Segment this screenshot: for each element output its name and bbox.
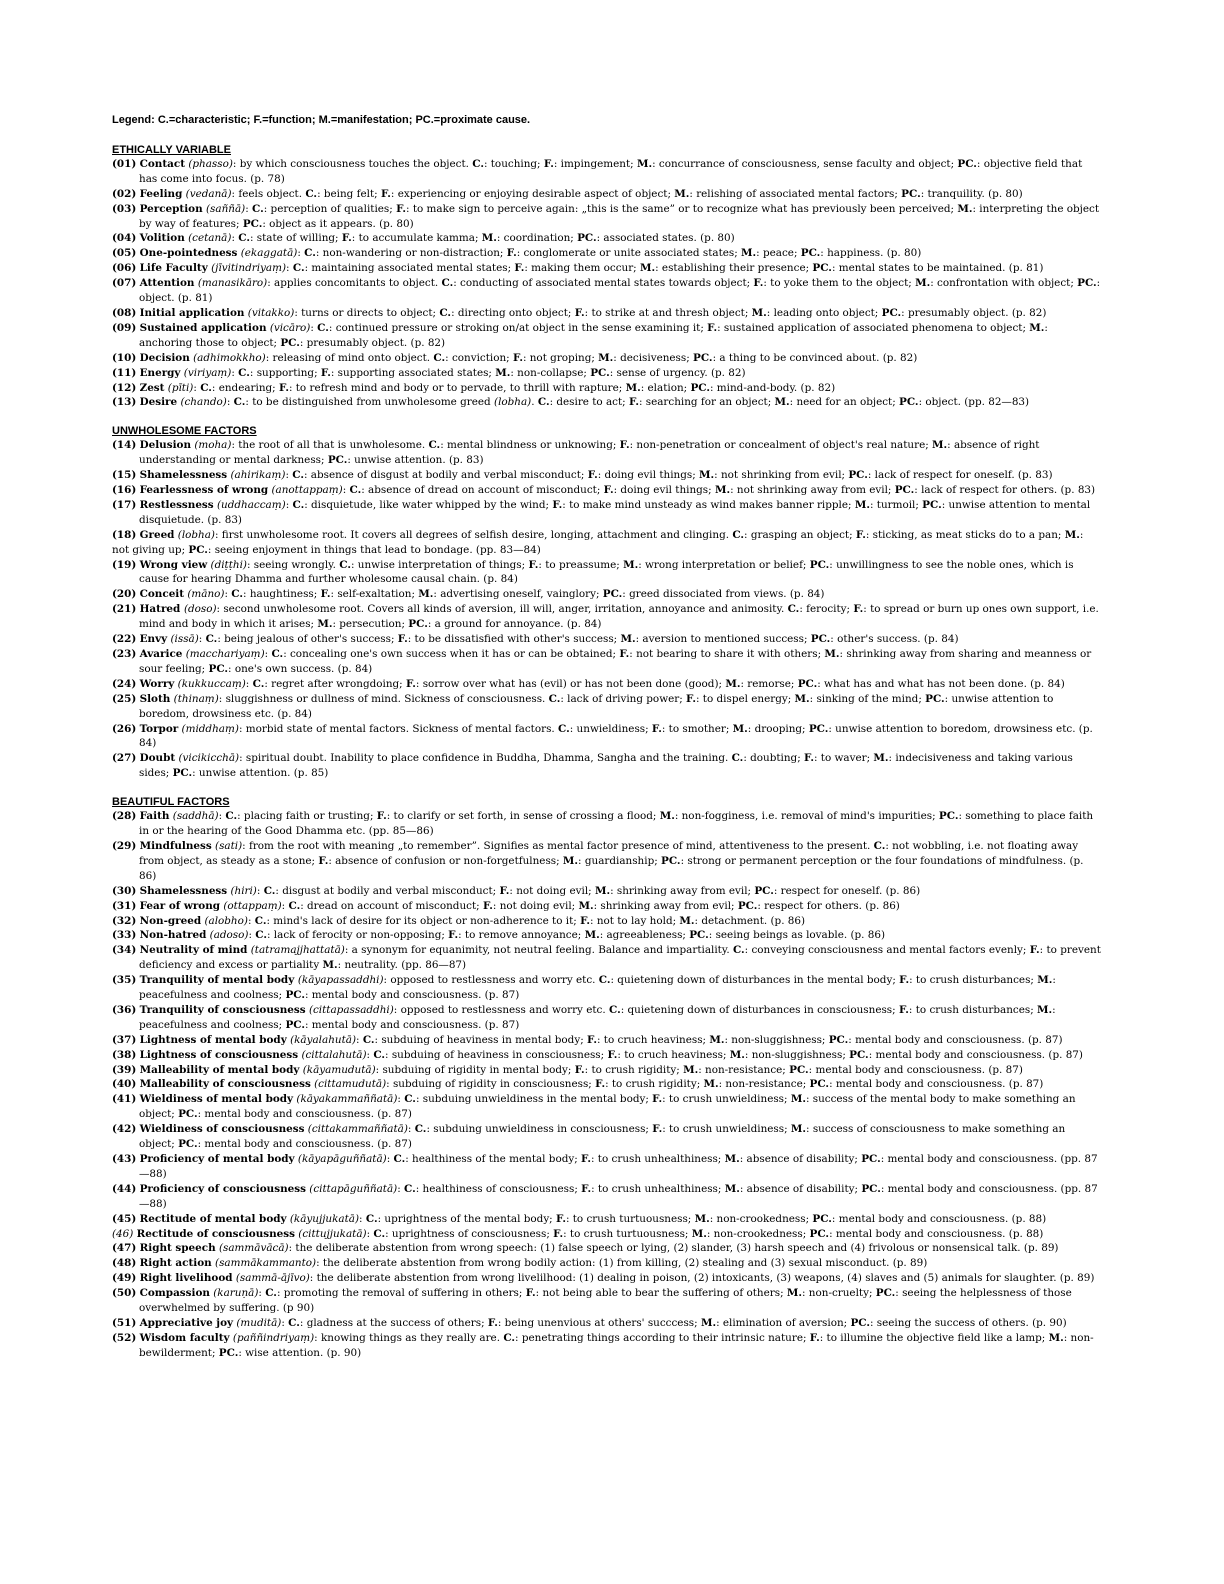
list-item <box>112 1152 1102 1182</box>
entry-number: (07) <box>112 277 137 290</box>
entry-term: Wieldiness of mental body <box>139 1093 294 1106</box>
document-page <box>112 113 1102 1375</box>
entry-description: : C.: to be distinguished from unwholesome greed (lobha). C.: desire to act; F.: searching for an object; M.: need for an object; PC.: object. (pp. 82—83) <box>226 396 1030 409</box>
entry-pali-term: (vicāro) <box>269 321 311 334</box>
entry-pali-term: (saddhā) <box>172 810 219 823</box>
list-item <box>112 1271 1102 1286</box>
entry-description: : subduing of rigidity in mental body; F.: to crush rigidity; M.: non-resistance; PC.: mental body and consciousness. (p. 87) <box>375 1063 1023 1076</box>
sections-container <box>112 143 1102 1361</box>
entry-number: (25) <box>112 692 137 705</box>
entry-term: Lightness of consciousness <box>139 1048 299 1061</box>
entry-number: (27) <box>112 752 137 765</box>
entry-description: : C.: subduing of heaviness in mental body; F.: to cruch heaviness; M.: non-sluggishness; PC.: mental body and consciousness. (p. 87) <box>356 1033 1063 1046</box>
entry-term: Greed <box>139 528 175 541</box>
section-heading: BEAUTIFUL FACTORS <box>112 796 230 809</box>
entry-number: (52) <box>112 1331 137 1344</box>
entry-pali-term: (hiri) <box>230 884 257 897</box>
entry-term: Malleability of consciousness <box>139 1078 311 1091</box>
entry-pali-term: (cittalahutā) <box>301 1048 367 1061</box>
list-item <box>112 381 1102 396</box>
entry-pali-term: (issā) <box>170 633 199 646</box>
entry-term: Life Faculty <box>139 262 208 275</box>
entry-description: : C.: absence of dread on account of misconduct; F.: doing evil things; M.: not shrinking away from evil; PC.: lack of respect for others. (p. 83) <box>342 484 1096 497</box>
entry-description: : applies concomitants to object. C.: conducting of associated mental states towards object; F.: to yoke them to the object; M.: confrontation with object; PC.: object. (p. 81) <box>139 277 1101 305</box>
list-item <box>112 321 1102 351</box>
entry-number: (10) <box>112 351 137 364</box>
list-item <box>112 587 1102 602</box>
entry-description: : C.: supporting; F.: supporting associated states; M.: non-collapse; PC.: sense of urgency. (p. 82) <box>231 366 746 379</box>
entry-pali-term: (moha) <box>194 439 232 452</box>
entry-term: Restlessness <box>139 498 214 511</box>
entry-number: (51) <box>112 1316 137 1329</box>
entry-description: : feels object. C.: being felt; F.: experiencing or enjoying desirable aspect of object; M.: relishing of associated mental factors; PC.: tranquility. (p. 80) <box>231 187 1023 200</box>
entry-term: Faith <box>139 810 170 823</box>
list-item <box>112 366 1102 381</box>
list-item <box>112 809 1102 839</box>
entry-number: (47) <box>112 1242 137 1255</box>
entry-number: (26) <box>112 722 137 735</box>
list-item <box>112 1182 1102 1212</box>
entry-pali-term: (adoso) <box>209 929 249 942</box>
entry-number: (24) <box>112 677 137 690</box>
entry-term: Fearlessness of wrong <box>139 484 269 497</box>
list-item <box>112 677 1102 692</box>
entry-description: : a synonym for equanimity, not neutral feeling. Balance and impartiality. C.: conveying consciousness and mental factors evenly; F.: to prevent deficiency and excess or partiality M.: neutrality. (pp. 86—87) <box>139 944 1101 972</box>
list-item <box>112 1063 1102 1078</box>
entry-description: : subduing of rigidity in consciousness; F.: to crush rigidity; M.: non-resistance; PC.: mental body and consciousness. (p. 87) <box>386 1078 1044 1091</box>
entry-pali-term: (diṭṭhi) <box>210 558 247 571</box>
entry-pali-term: (muditā) <box>236 1316 282 1329</box>
entry-number: (49) <box>112 1272 137 1285</box>
entry-term: Sloth <box>139 692 171 705</box>
entry-description: : C.: gladness at the success of others; F.: being unenvious at others' succcess; M.: elimination of aversion; PC.: seeing the success of others. (p. 90) <box>281 1316 1067 1329</box>
list-item <box>112 202 1102 232</box>
entry-pali-term: (adhimokkho) <box>193 351 266 364</box>
entry-number: (43) <box>112 1153 137 1165</box>
entry-description: : first unwholesome root. It covers all degrees of selfish desire, longing, attachment and clinging. C.: grasping an object; F.: sticking, as meat sticks do to a pan; M.: not giving up; PC.: seeing enjoyment in things that lead to bondage. (pp. 83—84) <box>112 528 1084 556</box>
entry-description: : C.: endearing; F.: to refresh mind and body or to pervade, to thrill with rapture; M.: elation; PC.: mind-and-body. (p. 82) <box>193 381 836 394</box>
entry-term: Wrong view <box>139 558 208 571</box>
list-item <box>112 231 1102 246</box>
list-item <box>112 438 1102 468</box>
list-item <box>112 1331 1102 1361</box>
entry-pali-term: (vitakko) <box>247 306 295 319</box>
entry-description: : C.: placing faith or trusting; F.: to clarify or set forth, in sense of crossing a flood; M.: non-fogginess, i.e. removal of mind's impurities; PC.: something to place faith in or the hearing of the Good Dhamma etc. (pp. 85—86) <box>139 810 1094 838</box>
entry-description: : C.: non-wandering or non-distraction; F.: conglomerate or unite associated states; M.: peace; PC.: happiness. (p. 80) <box>297 247 922 260</box>
entry-term: Right livelihood <box>139 1272 233 1285</box>
list-item <box>112 1003 1102 1033</box>
entry-description: : C.: continued pressure or stroking on/at object in the sense examining it; F.: sustained application of associated phenomena to object; M.: anchoring those to object; PC.: presumably object. (p. 82) <box>139 321 1048 349</box>
list-item <box>112 157 1102 187</box>
section <box>112 795 1102 1361</box>
entry-description: : opposed to restlessness and worry etc. C.: quietening down of disturbances in consciousness; F.: to crush disturbances; M.: peacefulness and coolness; PC.: mental body and consciousness. (p. 87) <box>139 1003 1056 1031</box>
entry-term: Right action <box>139 1257 212 1270</box>
entry-term: Zest <box>139 381 165 394</box>
entry-number: (23) <box>112 648 137 660</box>
entry-pali-term: (kāyakammaññatā) <box>296 1093 398 1106</box>
entry-description: : C.: regret after wrongdoing; F.: sorrow over what has (evil) or has not been done (good); M.: remorse; PC.: what has and what has not been done. (p. 84) <box>245 677 1065 690</box>
list-item <box>112 839 1102 884</box>
entry-term: Wieldiness of consciousness <box>139 1123 305 1136</box>
entry-pali-term: (doso) <box>183 603 217 616</box>
list-item <box>112 187 1102 202</box>
entry-description: : second unwholesome root. Covers all kinds of aversion, ill will, anger, irritation, annoyance and animosity. C.: ferocity; F.: to spread or burn up ones own support, i.e. mind and body in which it arises; M.: persecution; PC.: a ground for annoyance. (p. 84) <box>139 603 1099 631</box>
section <box>112 143 1102 410</box>
entry-term: Decision <box>139 351 190 364</box>
entry-pali-term: (jīvitindriyaṃ) <box>211 262 287 275</box>
entry-term: Shamelessness <box>139 469 228 482</box>
legend: Legend: C.=characteristic; F.=function; M.=manifestation; PC.=proximate cause. <box>112 114 531 126</box>
entry-description: : C.: uprightness of the mental body; F.: to crush turtuousness; M.: non-crookedness; PC.: mental body and consciousness. (p. 88) <box>359 1212 1047 1225</box>
entry-pali-term: (uddhaccaṃ) <box>216 498 286 511</box>
entry-description: : seeing wrongly. C.: unwise interpretation of things; F.: to preassume; M.: wrong interpretation or belief; PC.: unwillingness to see the noble ones, which is cause for hearing Dhamma and further wholesome causal chain. (p. 84) <box>139 558 1074 586</box>
entry-number: (08) <box>112 306 137 319</box>
entry-term: Delusion <box>139 439 192 452</box>
entry-pali-term: (cittapāguññatā) <box>309 1182 398 1195</box>
list-item <box>112 899 1102 914</box>
entry-description: : C.: lack of ferocity or non-opposing; F.: to remove annoyance; M.: agreeableness; PC.: seeing beings as lovable. (p. 86) <box>248 929 886 942</box>
entry-pali-term: (kāyalahutā) <box>290 1033 356 1046</box>
list-item <box>112 692 1102 722</box>
entry-description: : C.: maintaining associated mental states; F.: making them occur; M.: establishing their presence; PC.: mental states to be maintained. (p. 81) <box>286 262 1044 275</box>
entry-description: : C.: healthiness of the mental body; F.: to crush unhealthiness; M.: absence of disability; PC.: mental body and consciousness. (pp. 87—88) <box>139 1153 1098 1180</box>
entry-number: (48) <box>112 1257 137 1270</box>
entry-description: : turns or directs to object; C.: directing onto object; F.: to strike at and thresh object; M.: leading onto object; PC.: presumably object. (p. 82) <box>294 306 1047 319</box>
entry-pali-term: (thinaṃ) <box>173 692 219 705</box>
entry-description: : C.: dread on account of misconduct; F.: not doing evil; M.: shrinking away from evil; PC.: respect for others. (p. 86) <box>281 899 900 912</box>
entry-pali-term: (māno) <box>187 588 225 601</box>
entry-number: (34) <box>112 944 137 957</box>
entry-description: : C.: healthiness of consciousness; F.: to crush unhealthiness; M.: absence of disability; PC.: mental body and consciousness. (pp. 87—88) <box>139 1182 1098 1210</box>
entry-pali-term: (sammākammanto) <box>215 1257 317 1270</box>
entry-term: Conceit <box>139 588 185 601</box>
entry-pali-term: (ekaggatā) <box>240 247 298 260</box>
entry-description: : C.: disquietude, like water whipped by the wind; F.: to make mind unsteady as wind makes banner ripple; M.: turmoil; PC.: unwise attention to mental disquietude. (p. 83) <box>139 498 1091 526</box>
entry-pali-term: (ottappaṃ) <box>223 899 282 912</box>
entry-term: Tranquility of mental body <box>139 974 298 987</box>
entry-pali-term: (viriyaṃ) <box>183 366 232 379</box>
entry-description: : C.: mind's lack of desire for its object or non-adherence to it; F.: not to lay hold; M.: detachment. (p. 86) <box>247 914 806 927</box>
section-heading: ETHICALLY VARIABLE <box>112 143 231 156</box>
entry-number: (32) <box>112 914 137 927</box>
entry-number: (13) <box>112 396 137 409</box>
list-item <box>112 246 1102 261</box>
entry-term: Lightness of mental body <box>139 1033 287 1046</box>
entry-pali-term: (karuṇā) <box>213 1287 259 1300</box>
entry-pali-term: (sati) <box>215 839 243 852</box>
entry-description: : C.: disgust at bodily and verbal misconduct; F.: not doing evil; M.: shrinking away from evil; PC.: respect for oneself. (p. 86) <box>256 884 921 897</box>
entry-term: Energy <box>139 366 181 379</box>
entry-term: Avarice <box>139 648 183 660</box>
entry-description: : sluggishness or dullness of mind. Sickness of consciousness. C.: lack of driving power; F.: to dispel energy; M.: sinking of the mind; PC.: unwise attention to boredom, drowsiness etc. (p. 84) <box>139 692 1054 720</box>
entry-pali-term: (chando) <box>180 396 227 409</box>
list-item <box>112 751 1102 781</box>
entry-pali-term: (paññindriyaṃ) <box>232 1331 315 1344</box>
list-item <box>112 498 1102 528</box>
entry-term: Non-greed <box>139 914 202 927</box>
entry-description: : spiritual doubt. Inability to place confidence in Buddha, Dhamma, Sangha and the training. C.: doubting; F.: to waver; M.: indecisiveness and taking various sides; PC.: unwise attention. (p. 85) <box>139 752 1073 780</box>
list-item <box>112 261 1102 276</box>
list-item <box>112 1316 1102 1331</box>
entry-pali-term: (anottappaṃ) <box>271 484 343 497</box>
entry-description: : releasing of mind onto object. C.: conviction; F.: not groping; M.: decisiveness; PC.: a thing to be convinced about. (p. 82) <box>265 351 918 364</box>
list-item <box>112 722 1102 752</box>
entry-description: : C.: promoting the removal of suffering in others; F.: not being able to bear the suffering of others; M.: non-cruelty; PC.: seeing the helplessness of those overwhelmed by suffering. (p 90) <box>139 1287 1072 1315</box>
entry-pali-term: (vicikicchā) <box>178 752 240 765</box>
entry-pali-term: (macchariyaṃ) <box>185 648 265 660</box>
entry-term: Wisdom faculty <box>139 1331 230 1344</box>
entry-term: Tranquility of consciousness <box>139 1003 306 1016</box>
list-item <box>112 647 1102 677</box>
list-item <box>112 943 1102 973</box>
list-item <box>112 468 1102 483</box>
list-item <box>112 1241 1102 1256</box>
entry-number: (39) <box>112 1063 137 1076</box>
entry-term: Contact <box>139 157 186 170</box>
list-item <box>112 1077 1102 1092</box>
entry-number: (21) <box>112 603 137 616</box>
list-item <box>112 1033 1102 1048</box>
entry-number: (11) <box>112 366 137 379</box>
entry-pali-term: (kāyamudutā) <box>302 1063 376 1076</box>
entry-term: Right speech <box>139 1242 216 1255</box>
entry-term: Appreciative joy <box>139 1316 234 1329</box>
entry-number: (22) <box>112 633 137 646</box>
entry-term: Rectitude of mental body <box>139 1212 287 1225</box>
entry-number: (14) <box>112 439 137 452</box>
entry-number: (38) <box>112 1048 137 1061</box>
entry-number: (41) <box>112 1093 137 1106</box>
entry-description: : C.: subduing of heaviness in consciousness; F.: to cruch heaviness; M.: non-sluggishness; PC.: mental body and consciousness. (p. 87) <box>366 1048 1083 1061</box>
entry-number: (44) <box>112 1182 137 1195</box>
entry-description: : the deliberate abstention from wrong speech: (1) false speech or lying, (2) slander, (3) harsh speech and (4) frivolous or nonsensical talk. (p. 89) <box>288 1242 1059 1255</box>
list-item <box>112 395 1102 410</box>
entry-term: Fear of wrong <box>139 899 221 912</box>
entry-pali-term: (phasso) <box>188 157 233 170</box>
list-item <box>112 276 1102 306</box>
list-item <box>112 306 1102 321</box>
entry-description: : from the root with meaning „to remember”. Signifies as mental factor presence of mind, attentiveness to the present. C.: not wobbling, i.e. not floating away from object, as steady as a stone; F.: absence of confusion or non-forgetfulness; M.: guardianship; PC.: strong or permanent perception or the four foundations of mindfulness. (p. 86) <box>139 839 1084 882</box>
entry-pali-term: (cittamudutā) <box>314 1078 387 1091</box>
entry-term: Compassion <box>139 1287 210 1300</box>
list-item <box>112 1212 1102 1227</box>
entry-term: One-pointedness <box>139 247 238 260</box>
entry-pali-term: (kāyujjukatā) <box>289 1212 360 1225</box>
entry-description: : the root of all that is unwholesome. C.: mental blindness or unknowing; F.: non-penetration or concealment of object's real nature; M.: absence of right understanding or mental darkness; PC.: unwise attention. (p. 83) <box>139 439 1040 467</box>
list-item <box>112 483 1102 498</box>
entry-term: Non-hatred <box>139 929 207 942</box>
entry-pali-term: (kāyapassaddhi) <box>297 974 384 987</box>
entry-description: : C.: uprightness of consciousness; F.: to crush turtuousness; M.: non-crookedness; PC.: mental body and consciousness. (p. 88) <box>366 1227 1044 1240</box>
entry-pali-term: (lobha) <box>177 528 215 541</box>
entry-pali-term: (kāyapāguññatā) <box>297 1153 387 1165</box>
entry-pali-term: (cittujjukatā) <box>298 1227 367 1240</box>
entry-pali-term: (manasikāro) <box>197 277 268 290</box>
entry-description: : opposed to restlessness and worry etc. C.: quietening down of disturbances in the mental body; F.: to crush disturbances; M.: peacefulness and coolness; PC.: mental body and consciousness. (p. 87) <box>139 974 1056 1002</box>
entry-number: (35) <box>112 974 137 987</box>
entry-number: (20) <box>112 588 137 601</box>
entry-term: Proficiency of consciousness <box>139 1182 306 1195</box>
entry-term: Desire <box>139 396 178 409</box>
entry-pali-term: (cetanā) <box>188 232 232 245</box>
section-heading: UNWHOLESOME FACTORS <box>112 425 257 438</box>
list-item <box>112 602 1102 632</box>
entry-term: Hatred <box>139 603 184 616</box>
entry-description: : C.: absence of disgust at bodily and verbal misconduct; F.: doing evil things; M.: not shrinking from evil; PC.: lack of respect for oneself. (p. 83) <box>285 469 1053 482</box>
entry-description: : morbid state of mental factors. Sickness of mental factors. C.: unwieldiness; F.: to smother; M.: drooping; PC.: unwise attention to boredom, drowsiness etc. (p. 84) <box>139 722 1093 750</box>
entry-description: : C.: concealing one's own success when it has or can be obtained; F.: not bearing to share it with others; M.: shrinking away from sharing and meanness or sour feeling; PC.: one's own success. (p. 84) <box>139 648 1092 675</box>
entry-pali-term: (vedanā) <box>185 187 232 200</box>
entry-number: (45) <box>112 1212 137 1225</box>
list-item <box>112 1256 1102 1271</box>
entry-number: (31) <box>112 899 137 912</box>
entry-number: (50) <box>112 1287 137 1300</box>
entry-number: (09) <box>112 321 137 334</box>
entry-number: (46) <box>112 1227 134 1240</box>
entry-description: : C.: perception of qualities; F.: to make sign to perceive again: „this is the same” or to recognize what has previously been perceived; M.: interpreting the object by way of features; PC.: object as it appears. (p. 80) <box>139 202 1100 230</box>
entry-description: : C.: state of willing; F.: to accumulate kamma; M.: coordination; PC.: associated states. (p. 80) <box>231 232 735 245</box>
entry-number: (37) <box>112 1033 137 1046</box>
entry-pali-term: (tatramajjhattatā) <box>250 944 345 957</box>
list-item <box>112 351 1102 366</box>
entry-term: Attention <box>139 277 195 290</box>
section <box>112 424 1102 781</box>
entry-term: Feeling <box>139 187 183 200</box>
entry-number: (02) <box>112 187 137 200</box>
entry-number: (15) <box>112 469 137 482</box>
list-item <box>112 1048 1102 1063</box>
entry-number: (17) <box>112 498 137 511</box>
entry-number: (28) <box>112 810 137 823</box>
list-item <box>112 1286 1102 1316</box>
entry-number: (29) <box>112 839 137 852</box>
list-item <box>112 632 1102 647</box>
entry-number: (30) <box>112 884 137 897</box>
entry-pali-term: (alobho) <box>204 914 248 927</box>
entry-number: (03) <box>112 202 137 215</box>
entry-pali-term: (saññā) <box>205 202 246 215</box>
entry-number: (19) <box>112 558 137 571</box>
list-item <box>112 528 1102 558</box>
entry-term: Envy <box>139 633 168 646</box>
list-item <box>112 558 1102 588</box>
entry-term: Shamelessness <box>139 884 228 897</box>
entry-pali-term: (ahirikaṃ) <box>230 469 286 482</box>
entry-term: Sustained application <box>139 321 267 334</box>
entry-number: (05) <box>112 247 137 260</box>
entry-term: Torpor <box>139 722 179 735</box>
entry-description: : the deliberate abstention from wrong bodily action: (1) from killing, (2) stealing and (3) sexual misconduct. (p. 89) <box>316 1257 928 1270</box>
entry-pali-term: (cittakammaññatā) <box>307 1123 408 1136</box>
entry-number: (04) <box>112 232 137 245</box>
entry-number: (36) <box>112 1003 137 1016</box>
list-item <box>112 1227 1102 1242</box>
entry-term: Worry <box>139 677 175 690</box>
entry-term: Initial application <box>139 306 245 319</box>
entry-number: (16) <box>112 484 137 497</box>
entry-description: : knowing things as they really are. C.: penetrating things according to their intrinsic nature; F.: to illumine the objective field like a lamp; M.: non-bewilderment; PC.: wise attention. (p. 90) <box>139 1331 1094 1359</box>
entry-term: Volition <box>139 232 185 245</box>
list-item <box>112 928 1102 943</box>
entry-description: : C.: haughtiness; F.: self-exaltation; M.: advertising oneself, vainglory; PC.: greed dissociated from views. (p. 84) <box>224 588 825 601</box>
entry-number: (40) <box>112 1078 137 1091</box>
entry-term: Mindfulness <box>139 839 212 852</box>
entry-pali-term: (sammā-ājīvo) <box>235 1272 310 1285</box>
entry-description: : C.: subduing unwieldiness in the mental body; F.: to crush unwieldiness; M.: success of the mental body to make something an object; PC.: mental body and consciousness. (p. 87) <box>139 1093 1076 1121</box>
entry-description: : C.: subduing unwieldiness in consciousness; F.: to crush unwieldiness; M.: success of consciousness to make something an object; PC.: mental body and consciousness. (p. 87) <box>139 1123 1066 1151</box>
entry-pali-term: (middhaṃ) <box>181 722 239 735</box>
list-item <box>112 973 1102 1003</box>
entry-pali-term: (pīti) <box>167 381 194 394</box>
entry-term: Rectitude of consciousness <box>136 1227 295 1240</box>
entry-number: (18) <box>112 528 137 541</box>
entry-pali-term: (cittapassaddhi) <box>308 1003 394 1016</box>
entry-pali-term: (sammāvācā) <box>218 1242 289 1255</box>
entry-number: (12) <box>112 381 137 394</box>
entry-number: (42) <box>112 1123 137 1136</box>
list-item <box>112 914 1102 929</box>
entry-description: : the deliberate abstention from wrong livelilhood: (1) dealing in poison, (2) intoxicants, (3) weapons, (4) slaves and (5) animals for slaughter. (p. 89) <box>309 1272 1095 1285</box>
entry-number: (01) <box>112 157 137 170</box>
entry-number: (06) <box>112 262 137 275</box>
list-item <box>112 1092 1102 1122</box>
list-item <box>112 1122 1102 1152</box>
entry-pali-term: (kukkuccaṃ) <box>177 677 246 690</box>
entry-term: Malleability of mental body <box>139 1063 300 1076</box>
list-item <box>112 884 1102 899</box>
entry-term: Perception <box>139 202 203 215</box>
entry-term: Doubt <box>139 752 176 765</box>
entry-term: Neutrality of mind <box>139 944 248 957</box>
entry-term: Proficiency of mental body <box>139 1153 295 1165</box>
entry-description: : C.: being jealous of other's success; F.: to be dissatisfied with other's success; M.: aversion to mentioned success; PC.: other's success. (p. 84) <box>198 633 959 646</box>
entry-number: (33) <box>112 929 137 942</box>
entry-description: : by which consciousness touches the object. C.: touching; F.: impingement; M.: concurrance of consciousness, sense faculty and object; PC.: objective field that has come into focus. (p. 78) <box>139 157 1083 185</box>
